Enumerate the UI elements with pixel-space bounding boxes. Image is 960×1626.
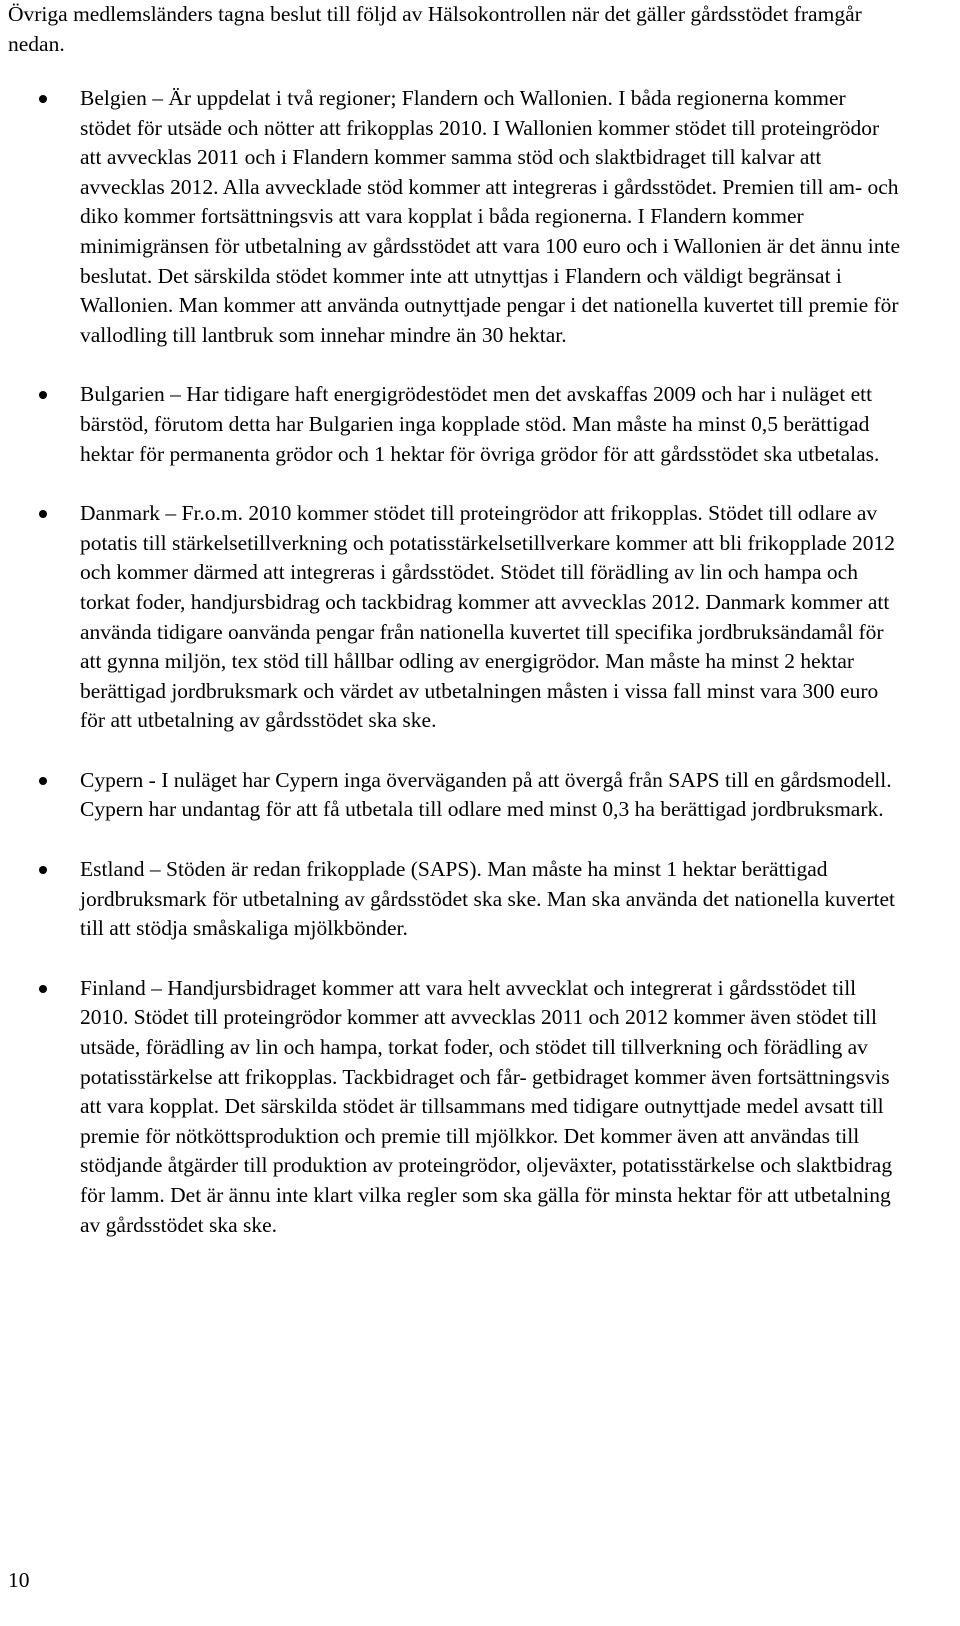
country-list — [0, 84, 960, 1270]
list-item-finland — [0, 974, 900, 1240]
bullet-icon — [39, 777, 47, 785]
list-item-text: Belgien – Är uppdelat i två regioner; Flandern och Wallonien. I båda regionerna kommer stödet för utsäde och nötter att frikopplas 2010. I Wallonien kommer stödet till proteingrödor att avvecklas 2011 och i Flandern kommer samma stöd och slaktbidraget till kalvar att avvecklas 2012. Alla avvecklade stöd kommer att integreras i gårdsstödet. Premien till am- och diko kommer fortsättningsvis att vara kopplat i båda regionerna. I Flandern kommer minimigränsen för utbetalning av gårdsstödet att vara 100 euro och i Wallonien är det ännu inte beslutat. Det särskilda stödet kommer inte att utnyttjas i Flandern och väldigt begränsat i Wallonien. Man kommer att använda outnyttjade pengar i det nationella kuvertet till premie för vallodling till lantbruk som innehar mindre än 30 hektar. — [80, 86, 901, 347]
list-item-text: Estland – Stöden är redan frikopplade (SAPS). Man måste ha minst 1 hektar berättigad jordbruksmark för utbetalning av gårdsstödet ska ske. Man ska använda det nationella kuvertet till att stödja småskaliga mjölkbönder. — [80, 857, 895, 941]
bullet-icon — [39, 985, 47, 993]
bullet-icon — [39, 866, 47, 874]
list-item-text: Bulgarien – Har tidigare haft energigrödestödet men det avskaffas 2009 och har i nuläget ett bärstöd, förutom detta har Bulgarien inga kopplade stöd. Man måste ha minst 0,5 berättigad hektar för permanenta grödor och 1 hektar för övriga grödor för att gårdsstödet ska utbetalas. — [80, 382, 880, 466]
list-item-estonia — [0, 855, 900, 944]
list-item-cyprus — [0, 766, 900, 825]
bullet-icon — [39, 510, 47, 518]
intro-paragraph: Övriga medlemsländers tagna beslut till följd av Hälsokontrollen när det gäller gårdsstödet framgår nedan. — [8, 2, 862, 56]
list-item-text: Cypern - I nuläget har Cypern inga överväganden på att övergå från SAPS till en gårdsmodell. Cypern har undantag för att få utbetala till odlare med minst 0,3 ha berättigad jordbruksmark. — [80, 767, 892, 822]
list-item-bulgaria — [0, 380, 900, 469]
bullet-icon — [39, 391, 47, 399]
page-number: 10 — [8, 1568, 30, 1592]
list-item-text: Danmark – Fr.o.m. 2010 kommer stödet till proteingrödor att frikopplas. Stödet till odlare av potatis till stärkelsetillverkning och potatisstärkelsetillverkare kommer att bli frikopplade 2012 och kommer därmed att integreras i gårdsstödet. Stödet till förädling av lin och hampa och torkat foder, handjursbidrag och tackbidrag kommer att avvecklas 2012. Danmark kommer att använda tidigare oanvända pengar från nationella kuvertet till specifika jordbruksändamål för att gynna miljön, tex stöd till hållbar odling av energigrödor. Man måste ha minst 2 hektar berättigad jordbruksmark och värdet av utbetalningen måsten i vissa fall minst vara 300 euro för att utbetalning av gårdsstödet ska ske. — [80, 501, 896, 733]
bullet-icon — [39, 95, 47, 103]
list-item-text: Finland – Handjursbidraget kommer att vara helt avvecklat och integrerat i gårdsstödet till 2010. Stödet till proteingrödor kommer att avvecklas 2011 och 2012 kommer även stödet till utsäde, förädling av lin och hampa, torkat foder, och stödet till tillverkning och förädling av potatisstärkelse att frikopplas. Tackbidraget och får- getbidraget kommer även fortsättningsvis att vara kopplat. Det särskilda stödet är tillsammans med tidigare outnyttjade medel avsatt till premie för nötköttsproduktion och premie till mjölkkor. Det kommer även att användas till stödjande åtgärder till produktion av proteingrödor, oljeväxter, potatisstärkelse och slaktbidrag för lamm. Det är ännu inte klart vilka regler som ska gälla för minsta hektar för att utbetalning av gårdsstödet ska ske. — [80, 975, 893, 1237]
list-item-denmark — [0, 499, 900, 736]
list-item-belgium — [0, 84, 900, 350]
